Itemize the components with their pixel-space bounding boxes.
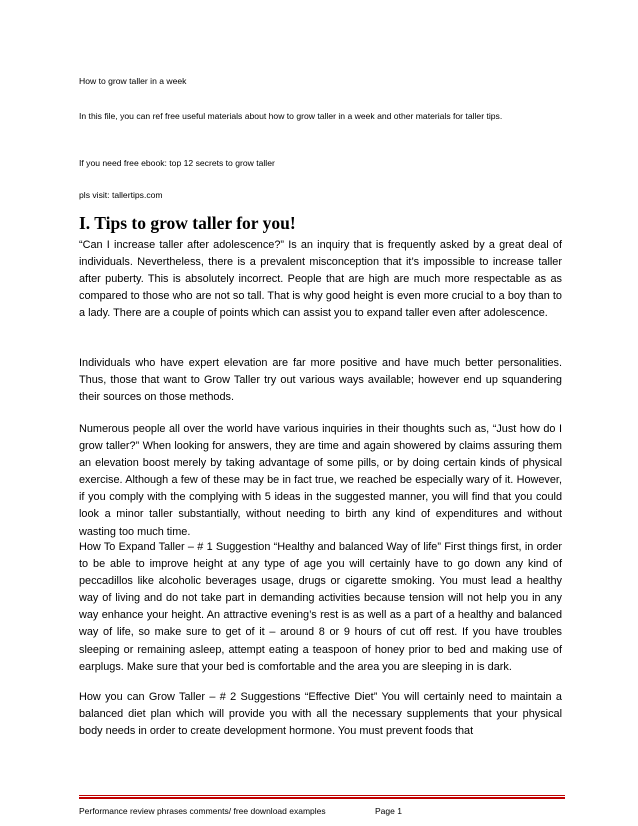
footer-rule-thick (79, 797, 565, 799)
body-paragraph-5: How you can Grow Taller – # 2 Suggestions “Effective Diet” You will certainly need to maintain a balanced diet plan which will provide you with all the necessary supplements that your physical body needs in order to create development hormone. You must prevent foods that (79, 691, 562, 738)
intro-visit-line: pls visit: tallertips.com (79, 190, 163, 200)
doc-title-line: How to grow taller in a week (79, 76, 187, 86)
body-paragraph-3: Numerous people all over the world have various inquiries in their thoughts such as, “Just how do I grow taller?” When looking for answers, they are time and again showered by claims assuring them an elevation boost merely by taking advantage of some pills, or by doing certain kinds of physical exercise. Although a few of these may be in fact true, we reached be especially wary of it. However, if you comply with the complying with 5 ideas in the suggested manner, you will find that you could look a minor taller substantially, without needing to birth any kind of expenditures and without wasting too much time. (79, 423, 562, 538)
page-number: Page 1 (375, 806, 402, 816)
footer-text: Performance review phrases comments/ free download examples (79, 806, 326, 816)
intro-file-line: In this file, you can ref free useful materials about how to grow taller in a week and other materials for taller tips. (79, 111, 503, 121)
footer-rule-thin (79, 795, 565, 796)
body-paragraph-1: “Can I increase taller after adolescence?” Is an inquiry that is frequently asked by a great deal of individuals. Nevertheless, there is a prevalent misconception that it’s impossible to increase taller after puberty. This is absolutely incorrect. People that are high are much more respectable as as compared to those who are not so tall. That is why good height is even more crucial to a boy than to a lady. There are a couple of points which can assist you to expand taller even after adolescence. (79, 239, 562, 320)
body-paragraph-2: Individuals who have expert elevation are far more positive and have much better personalities. Thus, those that want to Grow Taller try out various ways available; however end up squandering their sources on those methods. (79, 357, 562, 404)
body-paragraph-4: How To Expand Taller – # 1 Suggestion “Healthy and balanced Way of life” First things first, in order to be able to improve height at any type of age you will certainly have to go down any kind of peccadillos like alcoholic beverages usage, drugs or cigarette smoking. You must lead a healthy way of living and do not take part in demanding activities because tension will not help you in any way enhance your height. An attractive evening’s rest is as well as a part of a healthy and balanced way of life, so make sure to get of it – around 8 or 9 hours of cut off rest. If you have troubles sleeping or remaining asleep, attempt eating a teaspoon of honey prior to bed and making use of earplugs. Make sure that your bed is comfortable and the area you are sleeping in is dark. (79, 541, 562, 673)
intro-ebook-line: If you need free ebook: top 12 secrets to grow taller (79, 158, 275, 168)
section-heading: I. Tips to grow taller for you! (79, 213, 296, 233)
